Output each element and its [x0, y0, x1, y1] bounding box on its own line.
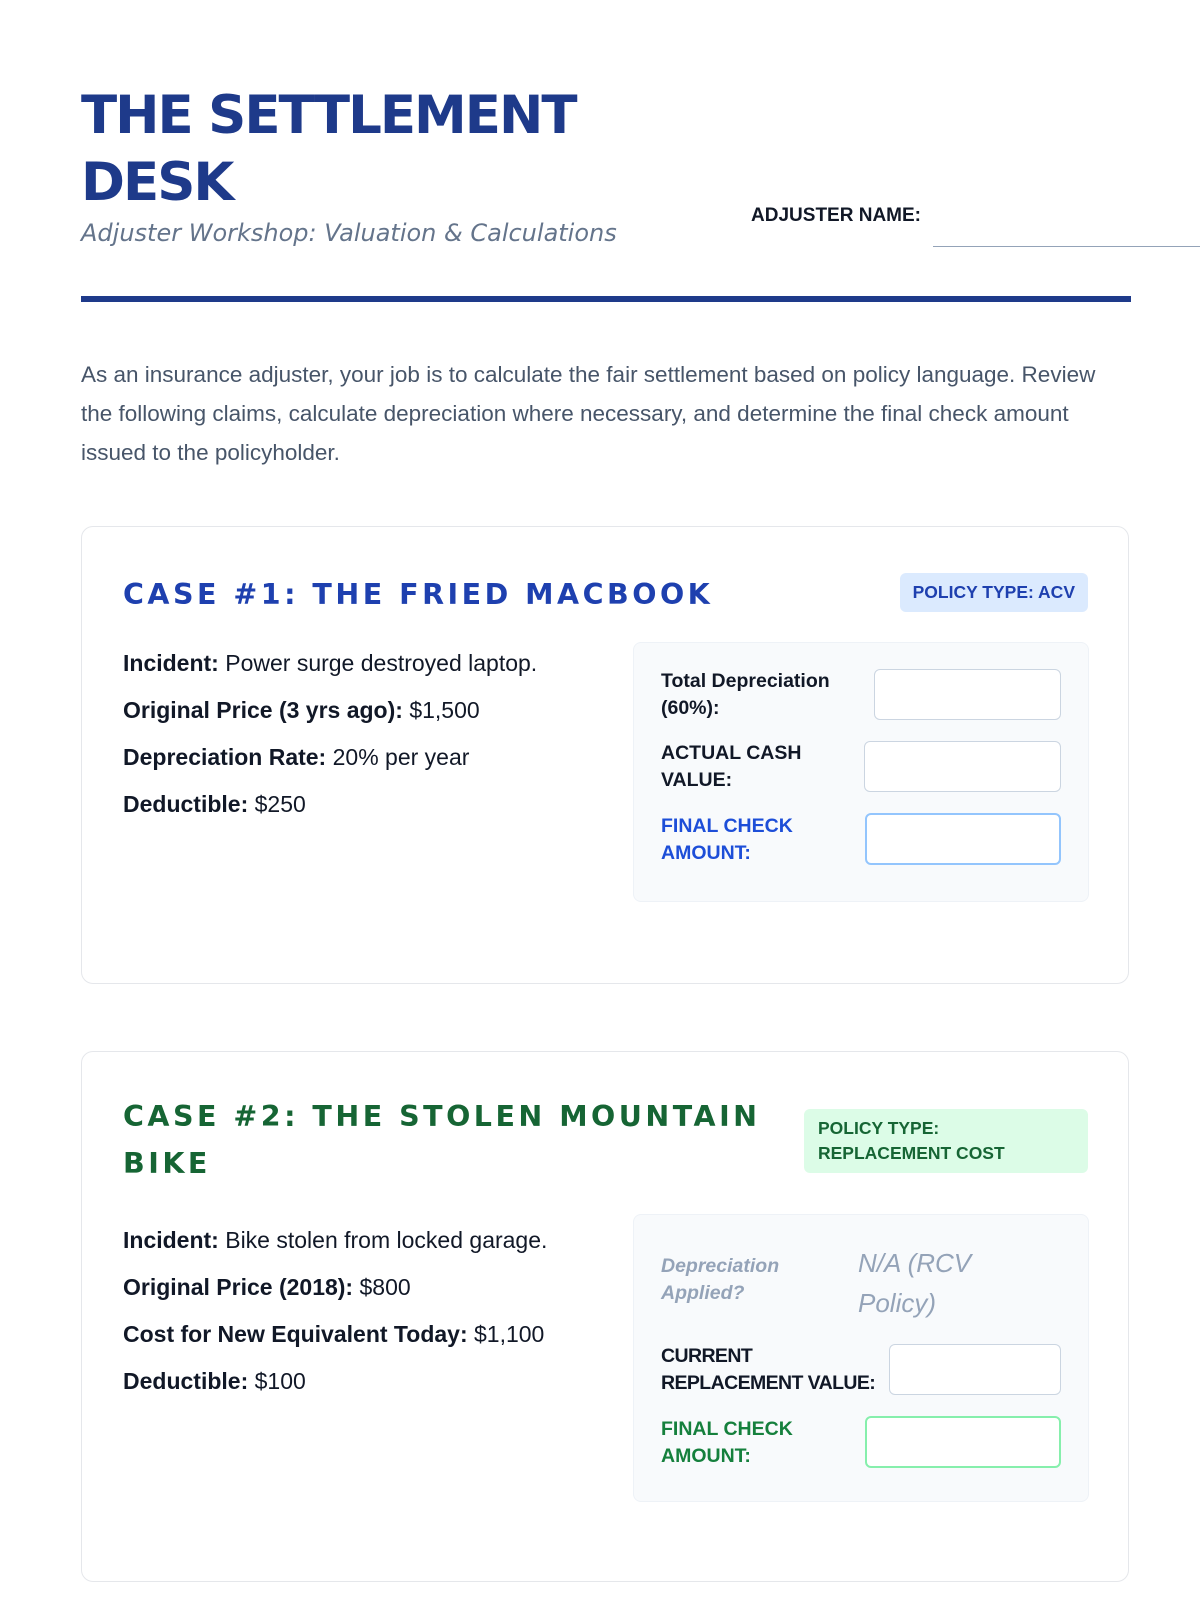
calc-row-final-check: [661, 813, 1061, 867]
policy-type-badge: POLICY TYPE: ACV: [900, 573, 1088, 612]
final-check-label: FINAL CHECK AMOUNT:: [661, 1418, 793, 1467]
case-title: CASE #1: THE FRIED MACBOOK: [123, 578, 714, 611]
fact-label: Incident:: [123, 1227, 219, 1253]
calc-row-final-check: [661, 1416, 1061, 1470]
fact-label: Deductible:: [123, 791, 249, 817]
total-depreciation-input[interactable]: [874, 669, 1061, 720]
intro-paragraph: As an insurance adjuster, your job is to calculate the fair settlement based on policy language. Review the following claims, calculate depreciation where necessary, and determine the final check amount issued to the policyholder.: [81, 362, 1096, 465]
fact-label: Incident:: [123, 650, 219, 676]
fact-original-price: [123, 687, 643, 734]
fact-incident: [123, 640, 643, 687]
case-facts: [123, 1217, 643, 1405]
fact-new-equivalent-cost: [123, 1311, 643, 1358]
worksheet-header: [81, 0, 1130, 304]
fact-value: $250: [254, 791, 306, 817]
case-card-2: [81, 1051, 1129, 1582]
adjuster-name-line[interactable]: [933, 246, 1200, 247]
depreciation-applied-label: Depreciation Applied?: [661, 1255, 780, 1304]
acv-label: ACTUAL CASH VALUE:: [661, 742, 802, 791]
fact-label: Deductible:: [123, 1368, 249, 1394]
fact-label: Depreciation Rate:: [123, 744, 327, 770]
adjuster-name-label: ADJUSTER NAME:: [751, 205, 921, 226]
calc-row-depreciation-applied: [661, 1248, 1061, 1331]
fact-original-price: [123, 1264, 643, 1311]
replacement-value-label: CURRENT REPLACEMENT VALUE:: [661, 1345, 876, 1394]
final-check-input[interactable]: [865, 1416, 1061, 1468]
policy-type-badge: POLICY TYPE: REPLACEMENT COST: [804, 1109, 1088, 1173]
fact-deductible: [123, 781, 643, 828]
fact-value: 20% per year: [332, 744, 470, 770]
total-depreciation-label: Total Depreciation (60%):: [661, 670, 830, 719]
fact-value: $1,100: [474, 1321, 545, 1347]
calc-row-total-depreciation: [661, 668, 1061, 722]
acv-input[interactable]: [864, 741, 1061, 792]
case-facts: [123, 640, 643, 828]
fact-depreciation-rate: [123, 734, 643, 781]
fact-value: $800: [359, 1274, 411, 1300]
fact-label: Cost for New Equivalent Today:: [123, 1321, 468, 1347]
page-subtitle: Adjuster Workshop: Valuation & Calculations: [81, 219, 617, 247]
calculation-panel: [633, 642, 1089, 902]
worksheet-page: [81, 0, 1130, 1467]
calculation-panel: [633, 1214, 1089, 1502]
fact-incident: [123, 1217, 643, 1264]
fact-deductible: [123, 1358, 643, 1405]
fact-label: Original Price (3 yrs ago):: [123, 697, 403, 723]
header-divider: [81, 296, 1131, 302]
fact-value: Power surge destroyed laptop.: [225, 650, 538, 676]
calc-row-acv: [661, 740, 1061, 794]
case-title: CASE #2: THE STOLEN MOUNTAIN BIKE: [123, 1100, 761, 1180]
fact-value: $100: [254, 1368, 306, 1394]
calc-row-replacement-value: [661, 1343, 1061, 1397]
fact-label: Original Price (2018):: [123, 1274, 354, 1300]
final-check-input[interactable]: [865, 813, 1061, 865]
fact-value: Bike stolen from locked garage.: [225, 1227, 548, 1253]
case-card-1: [81, 526, 1129, 984]
replacement-value-input[interactable]: [889, 1344, 1061, 1395]
final-check-label: FINAL CHECK AMOUNT:: [661, 815, 793, 864]
page-title: THE SETTLEMENT DESK: [81, 85, 576, 213]
fact-value: $1,500: [409, 697, 480, 723]
depreciation-applied-value: N/A (RCV Policy): [858, 1248, 972, 1318]
